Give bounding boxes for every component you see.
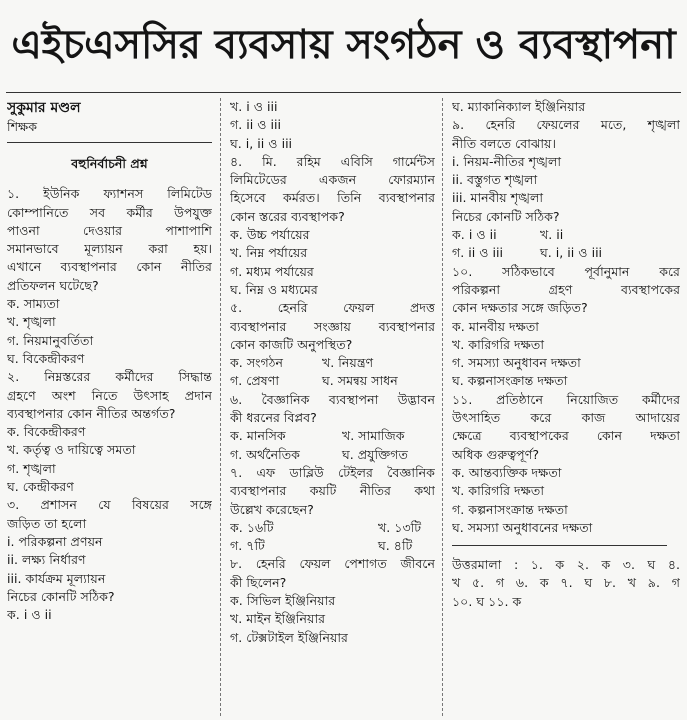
q1-line: ১. ইউনিক ফ্যাশনস লিমিটেড (7, 186, 212, 202)
q10-option: ক. মানবীয় দক্ষতা (452, 318, 539, 334)
q6-option: গ. অর্থনৈতিক (230, 446, 300, 462)
column-3 (452, 98, 680, 716)
q1-option: খ. শৃঙ্খলা (7, 314, 56, 330)
q5-line: ৫. হেনরি ফেয়ল প্রদত্ত (230, 300, 435, 316)
q4-option: খ. নিম্ন পর্যায়ের (230, 245, 308, 261)
q3-item: iii. কার্যক্রম মূল্যায়ন (7, 570, 106, 586)
q1-line: এখানে ব্যবস্থাপনার কোন নীতির (7, 259, 212, 275)
q10-line: ১০. সঠিকভাবে পূর্বানুমান করে (452, 263, 680, 279)
q8-line: ৮. হেনরি ফেয়ল পেশাগত জীবনে (230, 556, 435, 572)
q10-option: গ. সমস্যা অনুধাবন দক্ষতা (452, 355, 581, 371)
headline: এইচএসসির ব্যবসায় সংগঠন ও ব্যবস্থাপনা (11, 21, 676, 68)
q11-line: ১১. প্রতিষ্ঠানে নিয়োজিত কর্মীদের (452, 391, 680, 407)
q7-option-row (230, 537, 435, 555)
q8-option: খ. মাইন ইঞ্জিনিয়ার (230, 611, 326, 627)
q8-option: ঘ. ম্যাকানিক্যাল ইঞ্জিনিয়ার (452, 99, 586, 114)
q5-line: ব্যবস্থাপনার সংজ্ঞায় ব্যবস্থাপনার (230, 318, 435, 334)
column-divider (442, 98, 443, 716)
q4-line: কোন স্তরের ব্যবস্থাপক? (230, 208, 345, 224)
q3-option: ঘ. i, ii ও iii (230, 135, 293, 151)
q11-line: অধিক গুরুত্বপূর্ণ? (452, 446, 540, 462)
q11-option: ক. আন্তব্যক্তিক দক্ষতা (452, 464, 562, 480)
q3-option: গ. ii ও iii (230, 117, 282, 133)
q9-option: গ. ii ও iii (452, 245, 504, 261)
q2-option: গ. শৃঙ্খলা (7, 460, 56, 476)
q8-option: ক. সিভিল ইঞ্জিনিয়ার (230, 593, 336, 609)
q11-option: খ. কারিগরি দক্ষতা (452, 483, 544, 499)
q5-option: গ. প্রেষণা (230, 373, 279, 389)
answer-key-line: খ ৫. গ ৬. ক ৭. ঘ ৮. খ ৯. গ (452, 575, 680, 591)
q6-option: ক. মানসিক (230, 428, 286, 444)
q10-line: কোন দক্ষতার সঙ্গে জড়িত? (452, 300, 588, 316)
q9-option: ক. i ও ii (452, 227, 497, 243)
q5-option: ঘ. সমন্বয় সাধন (322, 373, 398, 389)
q11-option: ঘ. সমস্যা অনুধাবনের দক্ষতা (452, 519, 593, 535)
column-1 (7, 98, 212, 716)
q5-line: কোন কাজটি অনুপস্থিত? (230, 336, 353, 352)
q9-line: নিচের কোনটি সঠিক? (452, 208, 560, 224)
q4-line: ৪. মি. রহিম এবিসি গার্মেন্টস (230, 153, 435, 169)
q10-line: পরিকল্পনা গ্রহণ ব্যবস্থাপকের (452, 281, 680, 297)
q1-line: কোম্পানিতে সব কর্মীর উপযুক্ত (7, 204, 212, 220)
q3-item: i. পরিকল্পনা প্রণয়ন (7, 533, 103, 549)
q6-option: ঘ. প্রযুক্তিগত (342, 446, 408, 462)
q3-line: জড়িত তা হলো (7, 515, 87, 531)
q10-option: খ. কারিগরি দক্ষতা (452, 336, 544, 352)
q11-line: ক্ষেত্রে ব্যবস্থাপকের কোন দক্ষতা (452, 428, 680, 444)
q9-option: খ. ii (540, 227, 564, 243)
q6-line: ৬. বৈজ্ঞানিক ব্যবস্থাপনা উদ্ভাবন (230, 391, 435, 407)
q8-option: গ. টেক্সটাইল ইঞ্জিনিয়ার (230, 629, 348, 645)
q7-line: উল্লেখ করেছেন? (230, 501, 314, 517)
q1-option: ক. সাম্যতা (7, 296, 60, 312)
q9-item: i. নিয়ম-নীতির শৃঙ্খলা (452, 153, 562, 169)
q9-option-row (452, 244, 680, 262)
q4-option: ক. উচ্চ পর্যায়ের (230, 227, 310, 243)
answer-key-line: ১০. ঘ ১১. ক (452, 593, 522, 609)
q2-option: ক. বিকেন্দ্রীকরণ (7, 424, 86, 440)
q1-option: গ. নিয়মানুবর্তিতা (7, 332, 94, 348)
column-divider (220, 98, 221, 716)
q6-line: কী ধরনের বিপ্লব? (230, 410, 317, 426)
q1-line: পাওনা দেওয়ার পাশাপাশি (7, 222, 212, 238)
q3-item: ii. লক্ষ্য নির্ধারণ (7, 552, 86, 568)
q7-option: গ. ৭টি (230, 538, 265, 554)
q11-option: গ. কল্পনাসংক্রান্ত দক্ষতা (452, 501, 568, 517)
q1-option: ঘ. বিকেন্দ্রীকরণ (7, 350, 85, 366)
q2-option: ঘ. কেন্দ্রীকরণ (7, 479, 74, 495)
author-rule (7, 142, 212, 143)
q9-option-row (452, 226, 680, 244)
q10-option: ঘ. কল্পনাসংক্রান্ত দক্ষতা (452, 373, 568, 389)
q9-item: ii. বস্তুগত শৃঙ্খলা (452, 172, 538, 188)
q3-option: খ. i ও iii (230, 99, 278, 114)
q2-option: খ. কর্তৃত্ব ও দায়িত্বে সমতা (7, 442, 136, 458)
q9-line: ৯. হেনরি ফেয়লের মতে, শৃঙ্খলা (452, 117, 680, 133)
q7-option: ক. ১৬টি (230, 519, 274, 535)
q9-item: iii. মানবীয় শৃঙ্খলা (452, 190, 544, 206)
answer-key-line: উত্তরমালা : ১. ক ২. ক ৩. ঘ ৪. (452, 557, 680, 573)
q4-option: গ. মধ্যম পর্যায়ের (230, 263, 314, 279)
q3-line: নিচের কোনটি সঠিক? (7, 588, 115, 604)
q7-option-row (230, 519, 435, 537)
q7-option: খ. ১৩টি (378, 519, 422, 535)
headline-rule (6, 92, 681, 93)
q5-option: ক. সংগঠন (230, 355, 284, 371)
q4-line: হিসেবে কর্মরত। তিনি ব্যবস্থাপনার (230, 190, 435, 206)
q2-line: গ্রহণে অংশ নিতে উৎসাহ প্রদান (7, 387, 212, 403)
q7-option: ঘ. ৪টি (378, 538, 413, 554)
q5-option-row (230, 372, 435, 390)
q11-line: উৎসাহিত করে কাজ আদায়ের (452, 410, 680, 426)
q3-option: ক. i ও ii (7, 607, 52, 623)
q9-line: নীতি বলতে বোঝায়। (452, 135, 556, 151)
q6-option-row (230, 427, 435, 445)
q1-line: প্রতিফলন ঘটেছে? (7, 277, 99, 293)
column-2 (230, 98, 435, 716)
author-name: সুকুমার মণ্ডল (7, 100, 81, 116)
q9-option: ঘ. i, ii ও iii (540, 245, 603, 261)
q8-line: কী ছিলেন? (230, 574, 287, 590)
q6-option: খ. সামাজিক (342, 428, 405, 444)
q1-line: সমানভাবে মূল্যায়ন করা হয়। (7, 241, 212, 257)
answers-rule (452, 545, 667, 546)
q2-line: ২. নিম্নস্তরের কর্মীদের সিদ্ধান্ত (7, 369, 212, 385)
author-role: শিক্ষক (7, 119, 38, 134)
q4-option: ঘ. নিম্ন ও মধ্যমের (230, 281, 318, 297)
q5-option-row (230, 354, 435, 372)
q7-line: ব্যবস্থাপনার কয়টি নীতির কথা (230, 483, 435, 499)
q6-option-row (230, 446, 435, 464)
q5-option: খ. নিয়ন্ত্রণ (322, 355, 374, 371)
q4-line: লিমিটেডের একজন ফোরম্যান (230, 172, 435, 188)
q2-line: ব্যবস্থাপনার কোন নীতির অন্তর্গত? (7, 405, 176, 421)
q7-line: ৭. এফ ডাব্লিউ টেইলর বৈজ্ঞানিক (230, 464, 435, 480)
section-title: বহুনির্বাচনী প্রশ্ন (71, 156, 148, 171)
q3-line: ৩. প্রশাসন যে বিষয়ের সঙ্গে (7, 497, 212, 513)
